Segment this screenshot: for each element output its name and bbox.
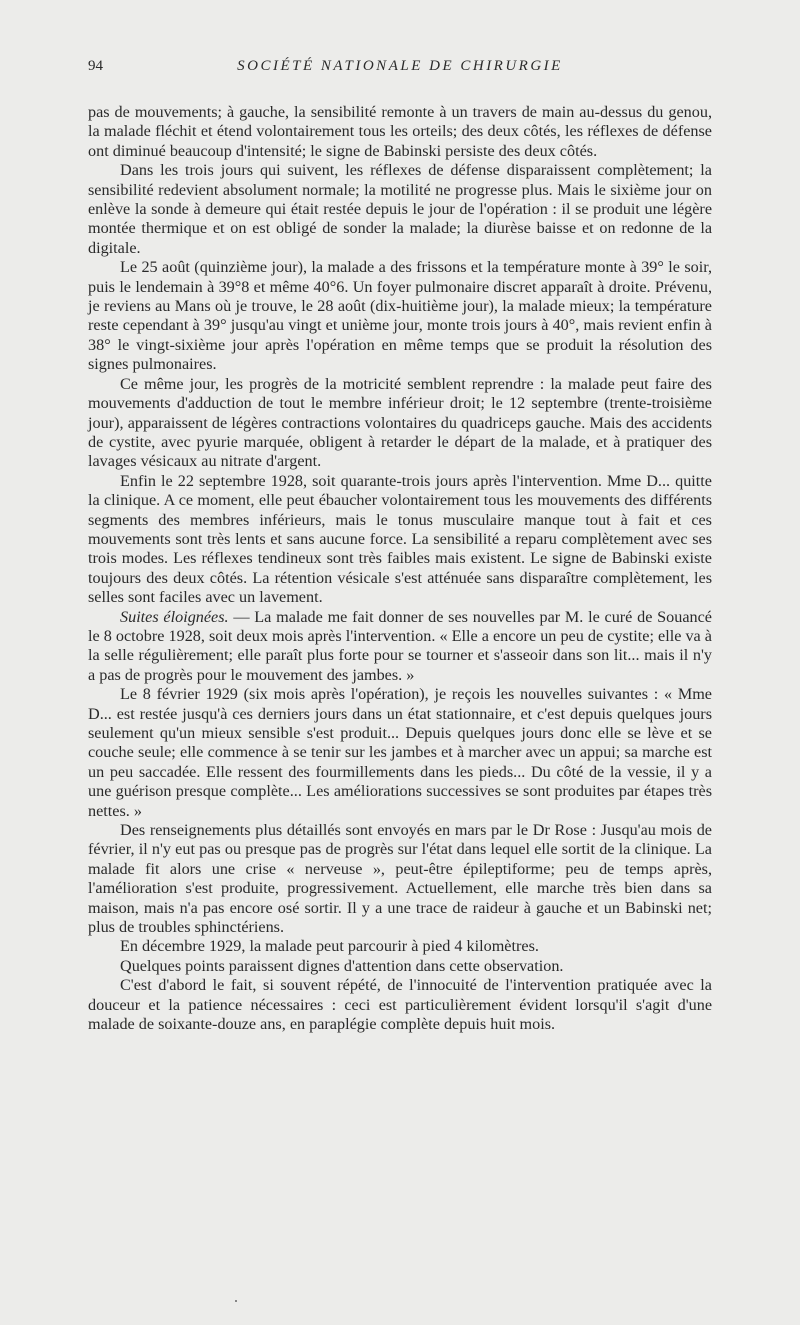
paragraph-text: Le 25 août (quinzième jour), la malade a des frissons et la température monte à 39° le soir, puis le lendemain à 39°8 et même 40°6. Un foyer pulmonaire discret apparaît à droite. Prévenu, je reviens au Mans où je trouve, le 28 août (dix-huitième jour), la malade mieux; la température reste cependant à 39° jusqu'au vingt et unième jour, monte trois jours à 40°, mais revient enfin à 38° le vingt-sixième jour après l'opération en même temps que se produit la résolution des signes pulmonaires. [88, 258, 712, 374]
paragraph [88, 685, 712, 821]
paragraph-text: Des renseignements plus détaillés sont envoyés en mars par le Dr Rose : Jusqu'au mois de février, il n'y eut pas ou presque pas de progrès sur l'état dans lequel elle sortit de la clinique. La malade fit alors une crise « nerveuse », peut-être épileptiforme; peu de temps après, l'amélioration s'est produite, progressivement. Actuellement, elle marche très bien dans sa maison, mais n'a pas encore osé sortir. Il y a une trace de raideur à gauche et un Babinski net; plus de troubles sphinctériens. [88, 821, 712, 937]
paragraph [88, 103, 712, 161]
paragraph-text: Le 8 février 1929 (six mois après l'opération), je reçois les nouvelles suivantes : « Mme D... est restée jusqu'à ces derniers jours dans un état stationnaire, et c'est depuis quelques jours seulement qu'un mieux sensible s'est produit... Depuis quelques jours donc elle se lève et se couche seule; elle commence à se tenir sur les jambes et à marcher avec un appui; sa marche est un peu saccadée. Elle ressent des fourmillements dans les pieds... Du côté de la vessie, il y a une guérison presque complète... Les améliorations successives se sont produites par étapes très nettes. » [88, 685, 712, 820]
page-number: 94 [88, 58, 103, 74]
paragraph-text: pas de mouvements; à gauche, la sensibilité remonte à un travers de main au-dessus du genou, la malade fléchit et étend volontairement tous les orteils; des deux côtés, les réflexes de défense ont diminué beaucoup d'intensité; le signe de Babinski persiste des deux côtés. [88, 103, 712, 160]
paragraph [88, 937, 712, 956]
paragraph-text: Dans les trois jours qui suivent, les réflexes de défense disparaissent complètement; la sensibilité redevient absolument normale; la motilité ne progresse plus. Mais le sixième jour on enlève la sonde à demeure qui était restée depuis le jour de l'opération : il se produit une légère montée thermique et on est obligé de sonder la malade; la diurèse baisse et on redonne de la digitale. [88, 161, 712, 257]
paragraph-text: Ce même jour, les progrès de la motricité semblent reprendre : la malade peut faire des mouvements d'adduction de tout le membre inférieur droit; le 12 septembre (trente-troisième jour), apparaissent de légères contractions volontaires du quadriceps gauche. Mais des accidents de cystite, avec pyurie marquée, obligent à retarder le départ de la malade, et à pratiquer des lavages vésicaux au nitrate d'argent. [88, 374, 712, 471]
paragraph-text: Quelques points paraissent dignes d'attention dans cette observation. [120, 956, 564, 975]
paragraph [88, 161, 712, 258]
paragraph [88, 472, 712, 608]
paragraph [88, 608, 712, 686]
paragraph-text: C'est d'abord le fait, si souvent répété, de l'innocuité de l'intervention pratiquée avec la douceur et la patience nécessaires : ceci est particulièrement évident lorsqu'il s'agit d'une malade de soixante-douze ans, en paraplégie complète depuis huit mois. [88, 976, 712, 1034]
paragraph [88, 821, 712, 937]
paragraph [88, 375, 712, 472]
page-header [88, 58, 712, 82]
paragraph [88, 976, 712, 1034]
print-speck [235, 1300, 237, 1302]
paragraph-text: — La malade me fait donner de ses nouvelles par M. le curé de Souancé le 8 octobre 1928, soit deux mois après l'intervention. « Elle a encore un peu de cystite; elle va à la selle régulièrement; elle paraît plus forte pour se tourner et s'asseoir dans son lit... mais il n'y a pas de progrès pour le mouvement des jambes. » [88, 607, 712, 684]
paragraph [88, 957, 712, 976]
section-lead: Suites éloignées. [120, 607, 229, 626]
paragraph-text: En décembre 1929, la malade peut parcourir à pied 4 kilomètres. [120, 937, 539, 956]
paragraph [88, 258, 712, 374]
paragraph-text: Enfin le 22 septembre 1928, soit quarante-trois jours après l'intervention. Mme D... quitte la clinique. A ce moment, elle peut ébaucher volontairement tous les mouvements des différents segments des membres inférieurs, mais le tonus musculaire manque tout à fait et ces mouvements sont très lents et sans aucune force. La sensibilité a reparu complètement avec ses trois modes. Les réflexes tendineux sont très faibles mais existent. Le signe de Babinski existe toujours des deux côtés. La rétention vésicale s'est atténuée sans disparaître complètement, les selles sont faciles avec un lavement. [88, 471, 712, 607]
body-text [88, 103, 712, 1035]
running-head: SOCIÉTÉ NATIONALE DE CHIRURGIE [237, 58, 563, 74]
